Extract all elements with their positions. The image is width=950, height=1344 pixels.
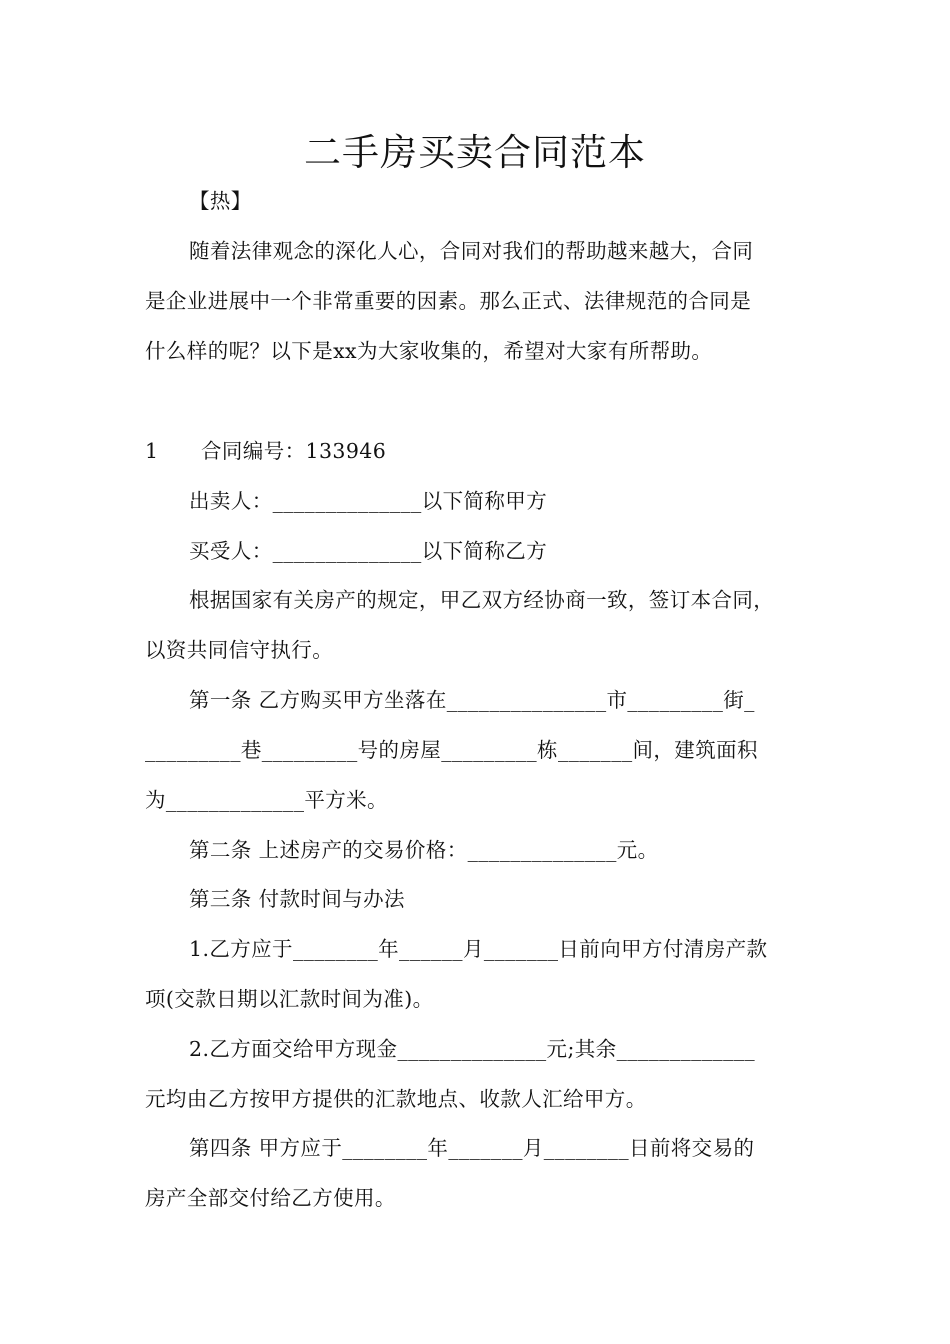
document-title: 二手房买卖合同范本 (304, 131, 646, 174)
article3-heading: 第三条 付款时间与办法 (189, 887, 405, 911)
article1-line-1: 第一条 乙方购买甲方坐落在_______________市_________街_ (189, 688, 755, 712)
article3-item1-line-2: 项(交款日期以汇款时间为准)。 (145, 987, 434, 1011)
preamble-line-2: 以资共同信守执行。 (145, 638, 334, 662)
article3-item2-line-2: 元均由乙方按甲方提供的汇款地点、收款人汇给甲方。 (145, 1087, 647, 1111)
intro-line-2: 是企业进展中一个非常重要的因素。那么正式、法律规范的合同是 (145, 289, 752, 313)
article3-item1-line-1: 1.乙方应于________年______月_______日前向甲方付清房产款 (189, 937, 768, 961)
preamble-line-1: 根据国家有关房产的规定，甲乙双方经协商一致，签订本合同， (189, 588, 775, 612)
contract-number: 合同编号：133946 (201, 439, 387, 463)
article1-line-2: _________巷_________号的房屋_________栋_______间，建筑面积 (145, 738, 758, 762)
article4-line-1: 第四条 甲方应于________年_______月________日前将交易的 (189, 1136, 755, 1160)
article2-line: 第二条 上述房产的交易价格：______________元。 (189, 838, 659, 862)
article1-line-3: 为_____________平方米。 (145, 788, 388, 812)
intro-line-1: 随着法律观念的深化人心，合同对我们的帮助越来越大，合同 (189, 239, 754, 263)
buyer-line: 买受人：______________以下简称乙方 (189, 539, 548, 563)
article3-item2-line-1: 2.乙方面交给甲方现金______________元;其余_____________ (189, 1037, 756, 1061)
section-number: 1 (145, 439, 159, 463)
seller-line: 出卖人：______________以下简称甲方 (189, 489, 548, 513)
hot-tag: 【热】 (189, 189, 252, 213)
intro-line-3: 什么样的呢？以下是xx为大家收集的，希望对大家有所帮助。 (145, 339, 713, 363)
article4-line-2: 房产全部交付给乙方使用。 (145, 1186, 396, 1210)
